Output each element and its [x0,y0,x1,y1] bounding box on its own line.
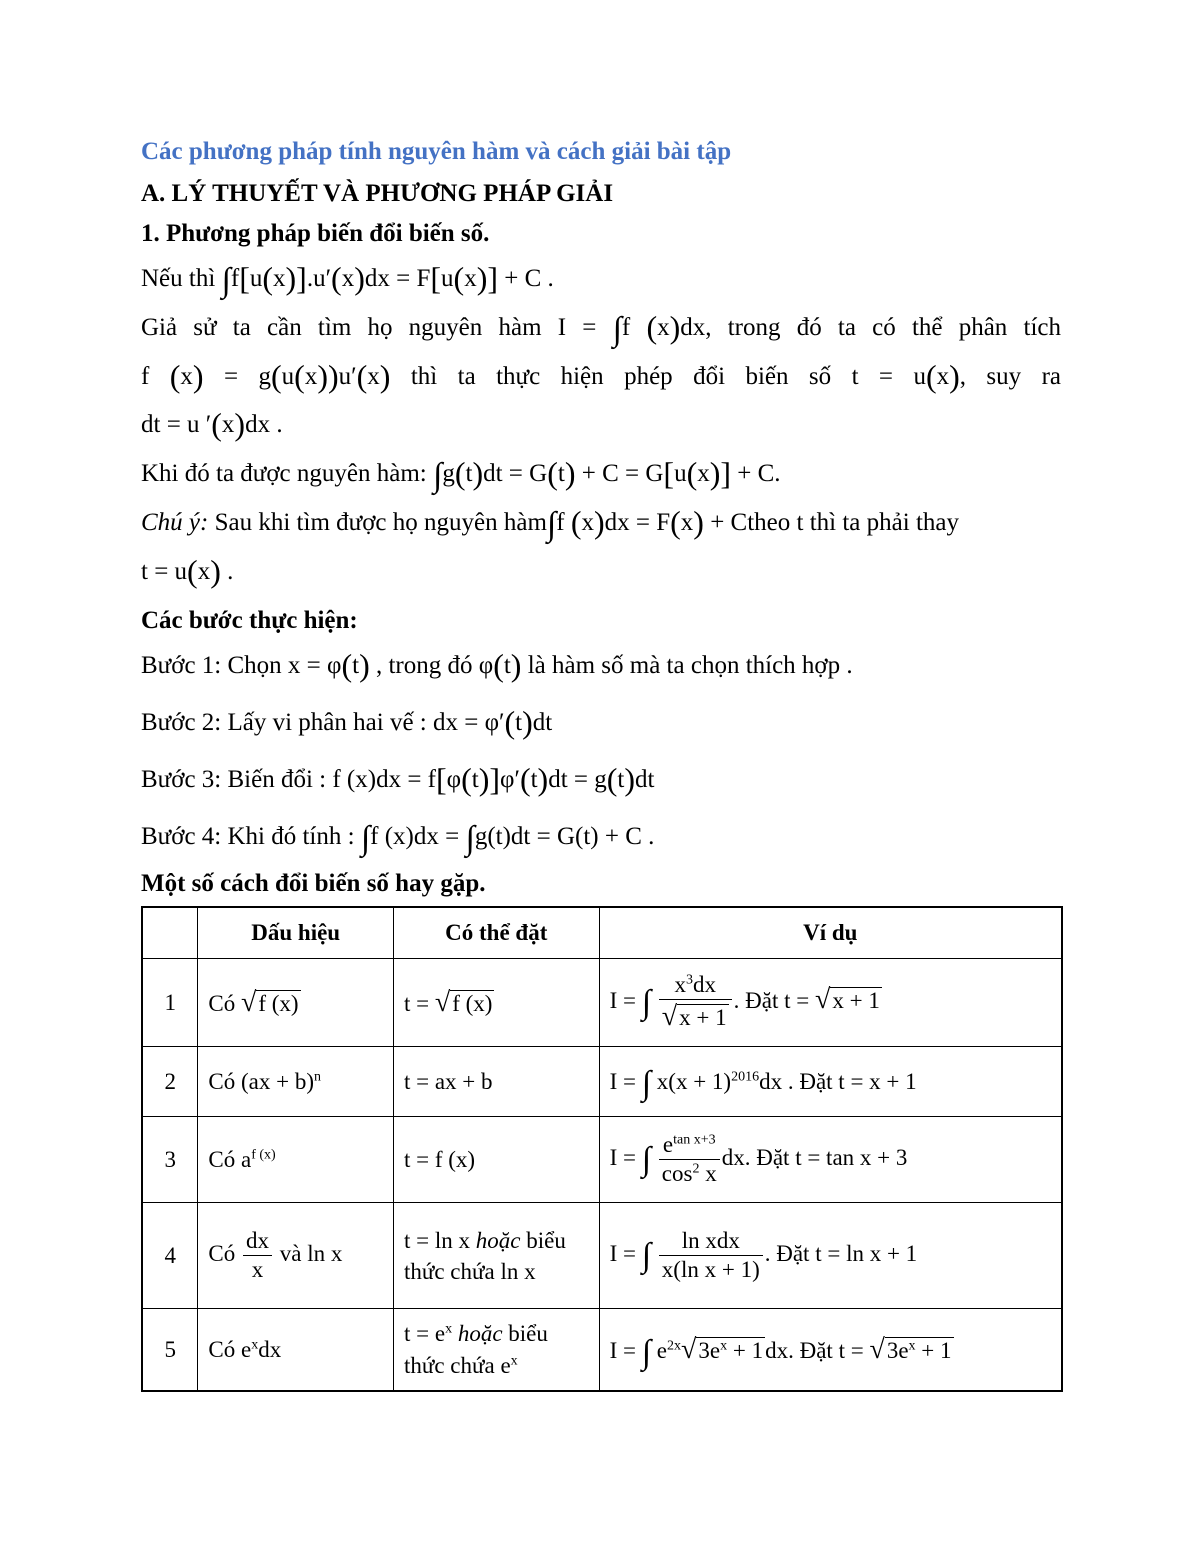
section-1-heading: 1. Phương pháp biến đổi biến số. [141,220,490,247]
row-number: 3 [142,1117,198,1203]
formula: ∫g(t)dt = G(t) + C = G[u(x)] + C. [433,455,781,494]
set-cell: t = ln x hoặc biểu thức chứa ln x [393,1203,599,1309]
document-page [141,138,1061,1392]
formula: dt = u ′(x)dx . [141,406,283,443]
set-cell: t = f (x) [393,1117,599,1203]
table-row [142,1117,1062,1203]
substitution-table [141,906,1063,1392]
sign-cell: Có $e^xdx$ [198,1309,394,1391]
row-number: 5 [142,1309,198,1391]
paragraph-differential [141,406,1061,445]
sign-cell: Có √f (x) [198,959,394,1047]
set-cell: t = √f (x) [393,959,599,1047]
example-cell: I = ∫ $e^{2x}√3e^x + 1dx$. Đặt $t = √3e^x + 1$ [599,1309,1062,1391]
step-1: Bước 1: Chọn x = φ(t) , trong đó φ(t) là hàm số mà ta chọn thích hợp . [141,647,853,684]
formula: ∫f[u(x)].u′(x)dx = F[u(x)] + C . [221,260,554,299]
set-cell: t = ax + b [393,1047,599,1117]
paragraph-substitution-2: f (x) = g(u(x))u′(x) thì ta thực hiện phép đổi biến số t = u(x), suy ra [141,357,1062,394]
formula: x = φ(t) [287,647,370,684]
paragraph-result: Khi đó ta được nguyên hàm: ∫g(t)dt = G(t) + C = G[u(x)] + C. [141,455,781,494]
example-cell: I = ∫ $x(x + 1)^{2016}dx$ . Đặt t = x + 1 [599,1047,1062,1117]
common-substitutions-heading: Một số cách đổi biến số hay gặp. [141,870,486,898]
formula: t = u(x) . [141,552,234,589]
step-2: Bước 2: Lấy vi phân hai vế : dx = φ′(t)dt [141,704,553,740]
steps-heading: Các bước thực hiện: [141,607,358,635]
paragraph-note: Chú ý: Sau khi tìm được họ nguyên hàm∫f (x)dx = F(x) + Ctheo t thì ta phải thay [141,503,959,543]
example-cell: I = ∫ $\frac{e^{tan x+3}}{\cos^2 x}$ dx. Đặt t = tan x + 3 [599,1117,1062,1203]
sign-cell: Có $\frac{dx}{x}$ và ln x [198,1203,394,1309]
sign-cell: Có $a^{f (x)}$ [198,1117,394,1203]
set-cell: $t = e^x$ hoặc biểu thức chứa $e^x$ [393,1309,599,1391]
table-row [142,1203,1062,1309]
step-4: Bước 4: Khi đó tính : ∫f (x)dx = ∫g(t)dt = G(t) + C . [141,819,655,857]
table-header: Dấu hiệu [198,907,394,959]
sign-cell: Có (ax + b)$^n$ [198,1047,394,1117]
document-title: Các phương pháp tính nguyên hàm và cách giải bài tập [141,138,732,165]
table-header-row [142,907,1062,959]
formula: I = ∫f (x)dx [557,308,706,348]
paragraph-substitution: Giả sử ta cần tìm họ nguyên hàm I = ∫f (x)dx, trong đó ta có thể phân tích [141,308,1061,348]
row-number: 1 [142,959,198,1047]
row-number: 4 [142,1203,198,1309]
paragraph-note-2 [141,553,1061,592]
formula: φ(t) [478,647,522,684]
table-header: Có thể đặt [393,907,599,959]
formula: dx = φ′(t)dt [432,704,553,740]
table-row [142,1047,1062,1117]
formula: f (x)dx = f[φ(t)]φ′(t)dt = g(t)dt [332,760,655,797]
table-row [142,959,1062,1047]
example-cell: I = ∫ $\frac{\text{ln xdx}}{\text{x(ln x + 1)}}$ . Đặt t = ln x + 1 [599,1203,1062,1309]
row-number: 2 [142,1047,198,1117]
table-row [142,1309,1062,1391]
formula: f (x) = g(u(x))u′(x) [141,357,391,394]
example-cell: I = ∫ $\frac{x^3dx}{√x + 1}$ . Đặt t = √x + 1 [599,959,1062,1047]
table-header: Ví dụ [599,907,1062,959]
step-3: Bước 3: Biến đổi : f (x)dx = f[φ(t)]φ′(t)dt = g(t)dt [141,760,655,797]
table-header [142,907,198,959]
formula: ∫f (x)dx = ∫g(t)dt = G(t) + C . [360,819,655,857]
section-a-heading: A. LÝ THUYẾT VÀ PHƯƠNG PHÁP GIẢI [141,180,614,207]
formula: t = u(x) [851,357,960,394]
formula: ∫f (x)dx = F(x) + C [546,503,748,543]
paragraph-formula-rule: Nếu thì ∫f[u(x)].u′(x)dx = F[u(x)] + C . [141,260,554,299]
